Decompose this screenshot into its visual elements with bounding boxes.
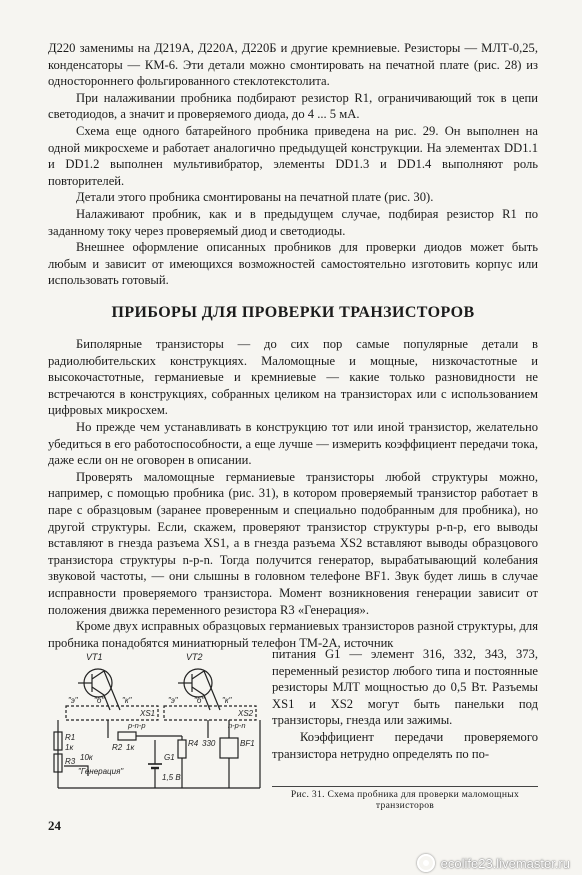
watermark [417,854,570,872]
xs1-label: XS1 [140,709,156,718]
paragraph: Биполярные транзисторы — до сих пор самые популярные детали в радиолюбительских конструкциях. Маломощные и мощные, низкочастотные и высокочастотные, германиевые и кремниевые — какие только разновидности не встречаются в конструкциях, собранных целиком на транзисторах или с использованием цифровых микросхем. [48,337,538,418]
r2-label: R2 [112,743,123,752]
r4-value: 330 [202,739,216,748]
r4-label: R4 [188,739,199,748]
paragraph: питания G1 — элемент 316, 332, 343, 373, переменный резистор любого типа и постоянные резисторы МЛТ мощностью до 0,5 Вт. Разъемы XS1 и XS2 могут быть панельки под транзисторы, гнезда или зажимы. [272,647,538,728]
paragraph: Коэффициент передачи проверяемого транзистора нетрудно определять по по- [272,729,538,761]
paragraph: Налаживают пробник, как и в предыдущем случае, подбирая резистор R1 по заданному току через проверяемый диод и светодиоды. [48,206,538,238]
r2-value: 1к [126,743,135,752]
intro-text [48,40,538,289]
xs2-label: XS2 [238,709,254,718]
pin-k1: "к" [122,696,132,705]
pin-e1: "э" [68,696,78,705]
r1-value: 1к [65,743,74,752]
paragraph: Детали этого пробника смонтированы на печатной плате (рис. 30). [76,190,434,205]
paragraph: При налаживании пробника подбирают резистор R1, ограничивающий ток в цепи светодиодов, а значит и проверяемого диода, до 4 ... 5 мА. [48,90,538,122]
paragraph: Д220 заменимы на Д219А, Д220А, Д220Б и другие кремниевые. Резисторы — МЛТ-0,25, конденсаторы — КМ-6. Эти детали можно смонтировать на печатной плате (рис. 28) из одностороннего фольгированного стеклотекстолита. [48,41,538,89]
wrapped-text [272,646,538,762]
generation-label: "Генерация" [78,767,124,776]
phone-bf1 [220,738,238,758]
npn-label: n-p-n [228,721,246,730]
resistor-r2 [118,732,136,740]
section-text [48,336,538,651]
pin-b2: "б" [194,696,205,705]
circuit-schematic [48,648,270,798]
paragraph: Кроме двух исправных образцовых германиевых транзисторов разной структуры, для пробника понадобятся миниатюрный телефон ТМ-2А, источник [48,619,538,650]
pnp-label: p-n-p [128,721,146,730]
paragraph: Проверять маломощные германиевые транзисторы любой структуры можно, например, с помощью пробника (рис. 31), в котором проверяемый транзистор работает в паре с образцовым (заранее проверенным и специально подобранным для пробника), но другой структуры. Если, скажем, проверяют транзистор структуры p-n-p, его выводы вставляют в гнезда разъема XS1, а в гнезда разъема XS2 вставляют выводы образцового транзистора структуры n-p-n. Тогда получится генератор, вырабатывающий колебания звуковой частоты, — они слышны в головном телефоне BF1. Звук будет лишь в случае исправности проверяемого транзистора. Момент возникновения генерации зависит от положения движка переменного резистора R3 «Генерация». [48,469,538,617]
g1-value: 1,5 В [162,773,181,782]
watermark-text: ecolife23.livemaster.ru [440,855,570,871]
paragraph: Внешнее оформление описанных пробников для проверки диодов может быть любым и зависит от имеющихся возможностей самостоятельно изготовить корпус или использовать готовый. [48,240,538,288]
paragraph: Схема еще одного батарейного пробника приведена на рис. 29. Он выполнен на одной микросхеме и работает аналогично предыдущей конструкции. На элементах DD1.1 и DD1.2 выполнен мультивибратор, элементы DD1.3 и DD1.4 выполняют роль повторителей. [48,123,538,188]
section-title: ПРИБОРЫ ДЛЯ ПРОВЕРКИ ТРАНЗИСТОРОВ [111,304,475,321]
pin-e2: "э" [168,696,178,705]
r3-label: R3 [65,757,76,766]
vt2-label: VT2 [186,652,203,662]
figure-caption: Рис. 31. Схема пробника для проверки маломощных транзисторов [272,786,538,811]
r1-label: R1 [65,733,76,742]
paragraph: Но прежде чем устанавливать в конструкцию тот или иной транзистор, желательно убедиться в его работоспособности, а еще лучше — измерить коэффициент передачи тока, даже если он не оговорен в описании. [48,419,538,468]
page-number: 24 [48,818,61,833]
vt1-label: VT1 [86,652,103,662]
resistor-r4 [178,740,186,758]
bf1-label: BF1 [240,739,255,748]
g1-label: G1 [164,753,175,762]
r3-value: 10к [80,753,93,762]
watermark-logo-icon [417,854,435,872]
pin-k2: "к" [222,696,232,705]
circuit-diagram [48,648,270,798]
pin-b1: "б" [94,696,105,705]
